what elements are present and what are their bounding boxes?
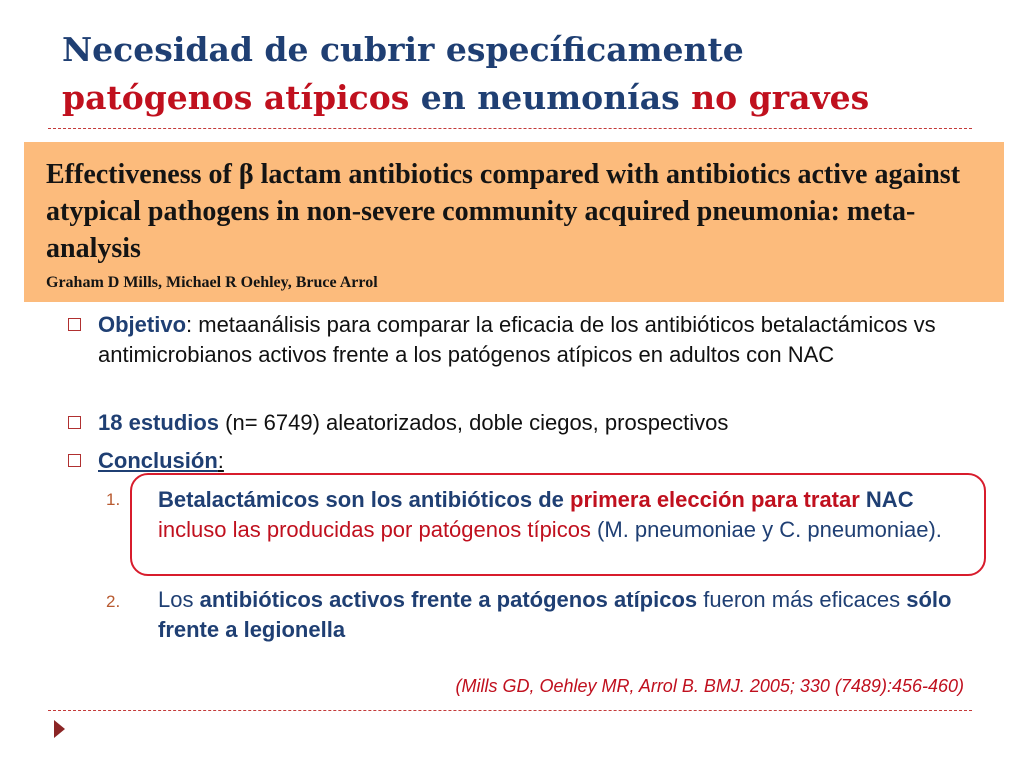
conclusion-2-d: sólo frente a legionella — [158, 587, 952, 642]
title-red2: no graves — [691, 78, 870, 117]
conclusion-1-e: (M. pneumoniae y C. pneumoniae). — [590, 517, 942, 542]
bullet-text: (n= 6749) aleatorizados, doble ciegos, prospectivos — [219, 410, 729, 435]
conclusion-1-b: primera elección para tratar — [570, 487, 866, 512]
footer-divider — [48, 710, 972, 711]
bullet-objetivo — [68, 310, 968, 370]
article-authors: Graham D Mills, Michael R Oehley, Bruce Arrol — [46, 274, 378, 291]
conclusion-1 — [158, 485, 978, 545]
title-mid: en neumonías — [409, 78, 692, 117]
square-bullet-icon — [68, 416, 81, 429]
article-banner — [24, 142, 1004, 302]
bullet-conclusion — [68, 446, 968, 476]
bullet-text: : metaanálisis para comparar la eficacia de los antibióticos betalactámicos vs antimicrobianos activos frente a los patógenos atípicos en adultos con NAC — [98, 312, 936, 367]
bullet-label: 18 estudios — [98, 410, 220, 435]
bullet-label: Objetivo — [98, 312, 187, 337]
conclusion-2-b: antibióticos activos frente a patógenos atípicos — [199, 587, 698, 612]
title-red1: patógenos atípicos — [62, 78, 410, 117]
triangle-marker-icon — [54, 720, 65, 738]
reference: (Mills GD, Oehley MR, Arrol B. BMJ. 2005; 330 (7489):456-460) — [455, 676, 964, 696]
title-divider — [48, 128, 972, 129]
article-title: Effectiveness of β lactam antibiotics compared with antibiotics active against atypical pathogens in non-severe community acquired pneumonia: meta-analysis — [46, 159, 961, 264]
conclusion-1-d: incluso las producidas por patógenos típicos — [158, 517, 591, 542]
slide-title — [62, 26, 1002, 122]
square-bullet-icon — [68, 454, 81, 467]
list-number: 2. — [106, 592, 121, 611]
conclusion-2 — [158, 585, 978, 645]
conclusion-2-c: fueron más eficaces — [697, 587, 907, 612]
bullet-label: Conclusión — [98, 448, 218, 473]
square-bullet-icon — [68, 318, 81, 331]
conclusion-1-a: Betalactámicos son los antibióticos de — [158, 487, 570, 512]
conclusion-1-c: NAC — [865, 487, 914, 512]
list-number: 1. — [106, 490, 121, 509]
conclusion-2-a: Los — [158, 587, 200, 612]
bullet-estudios — [68, 408, 968, 438]
title-line1: Necesidad de cubrir específicamente — [62, 30, 744, 69]
bullet-text: : — [217, 448, 224, 473]
